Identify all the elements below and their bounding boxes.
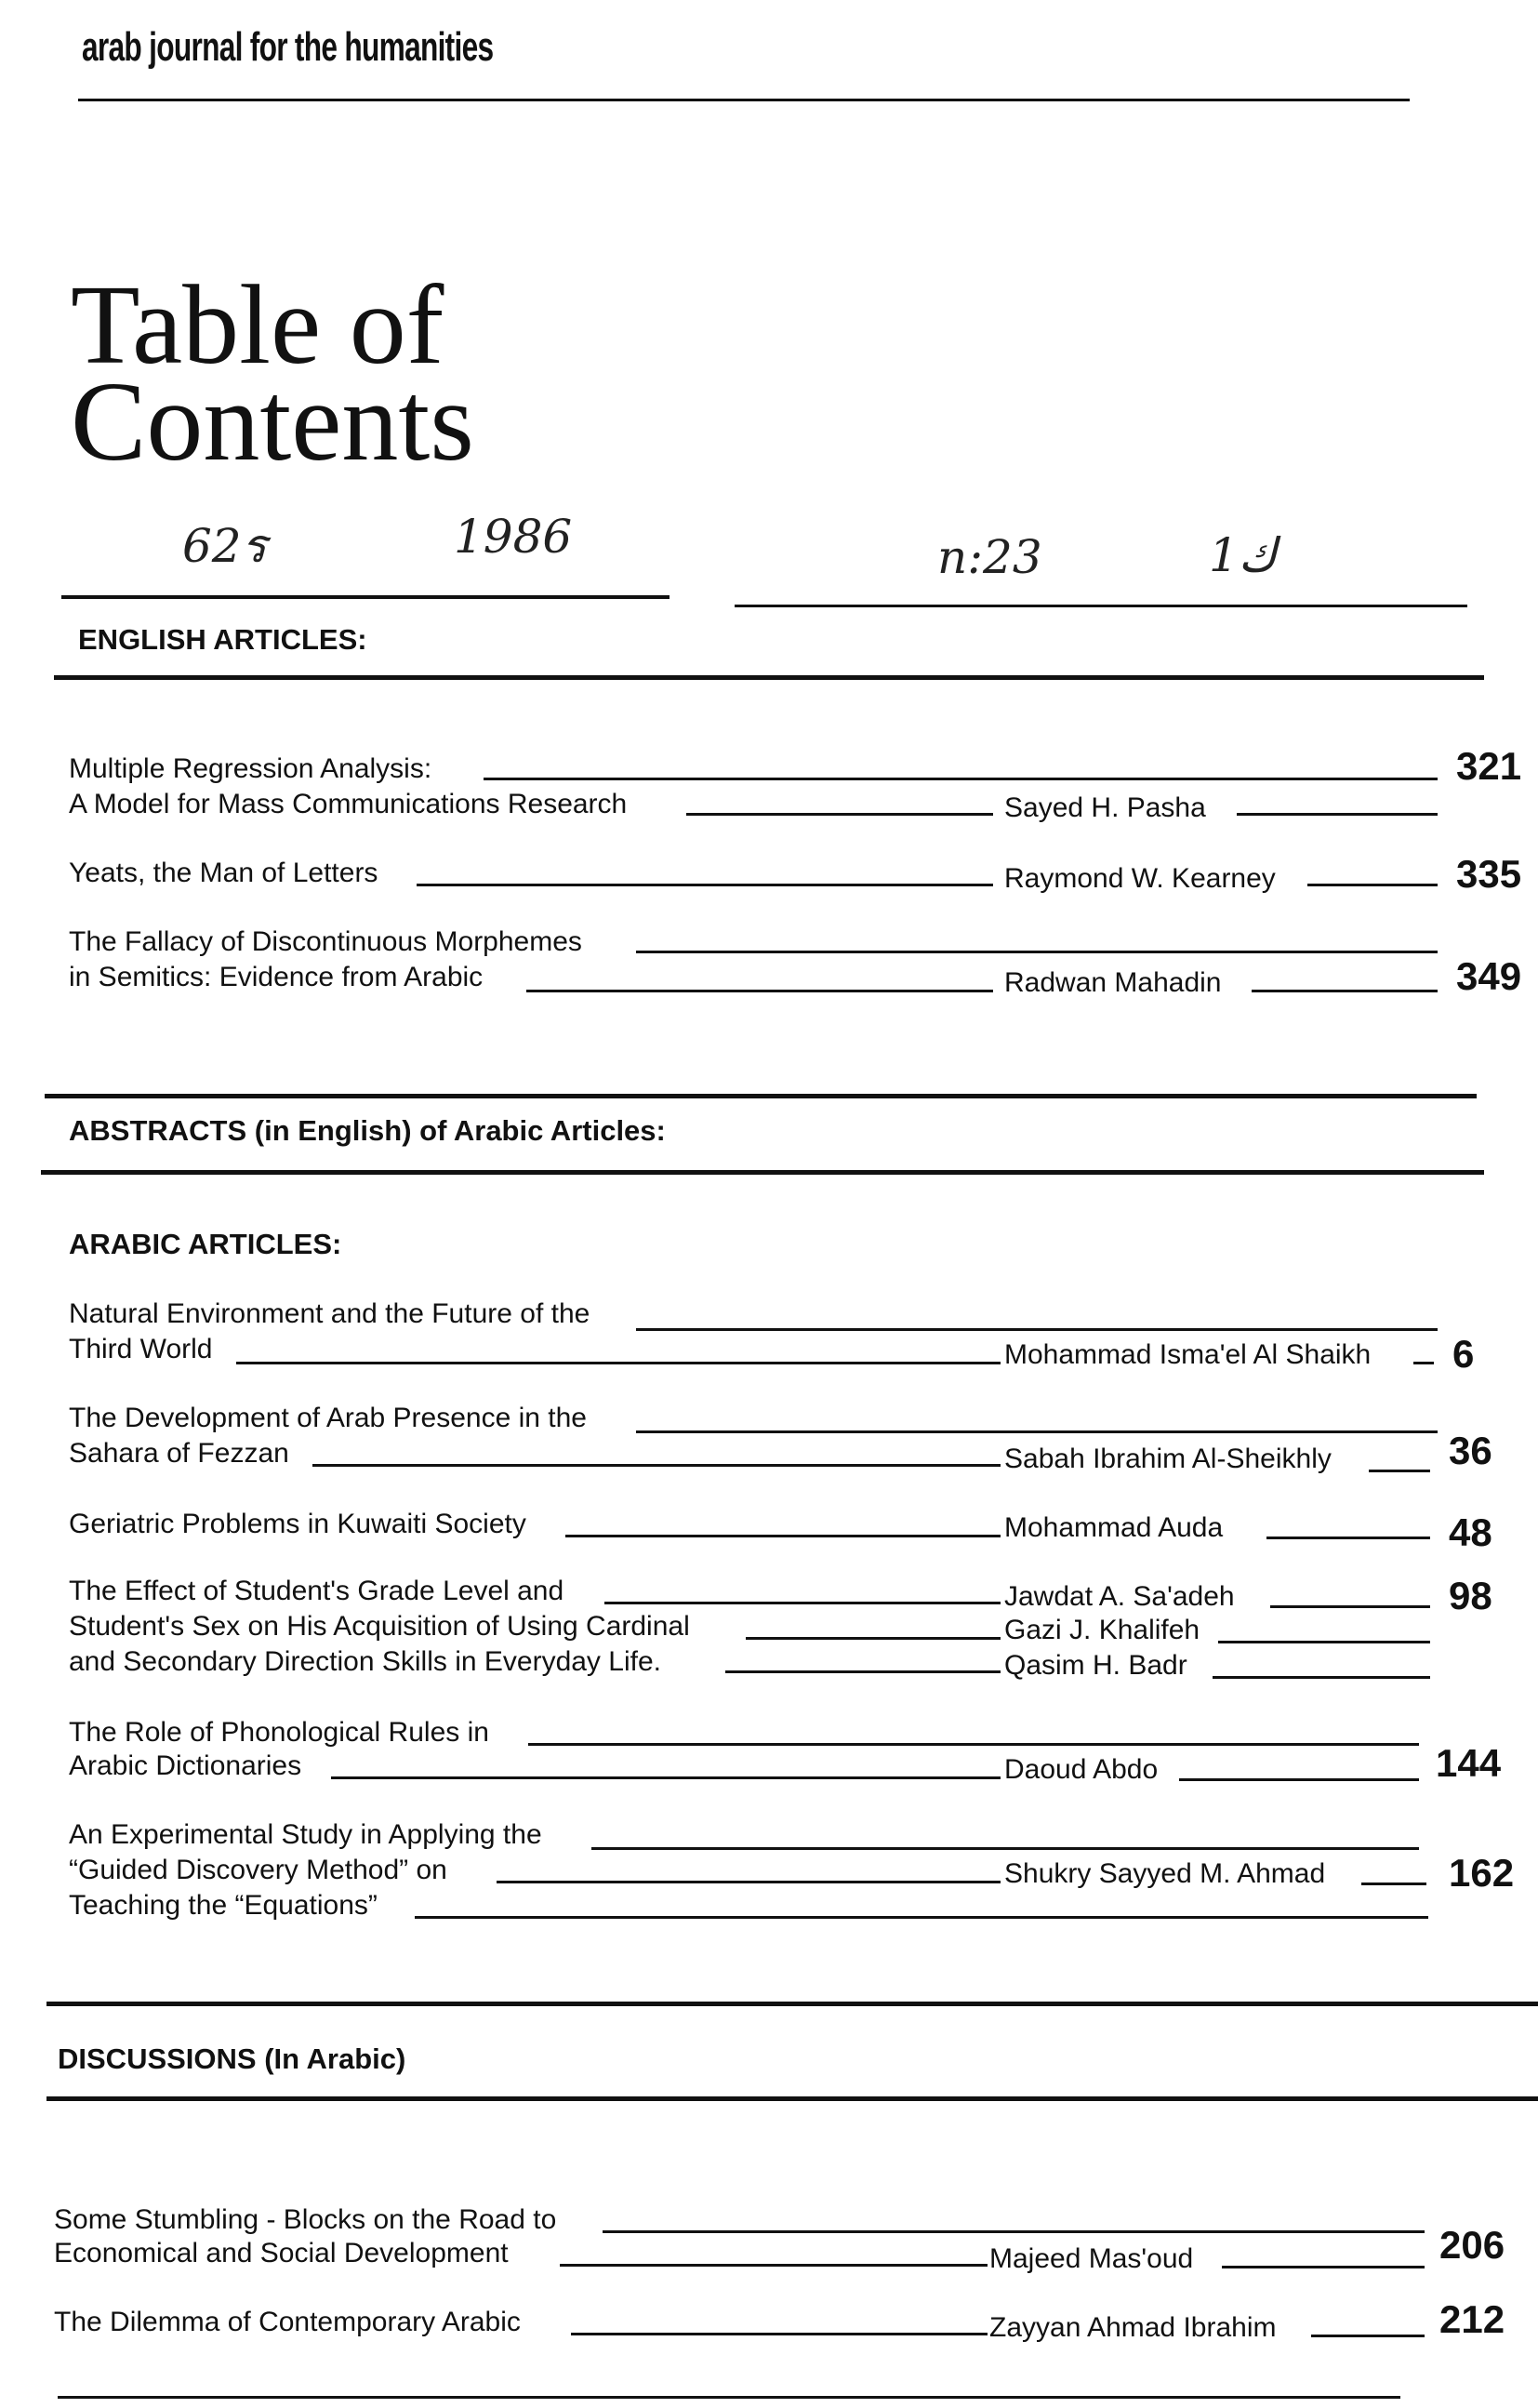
article-author: Qasim H. Badr <box>1004 1650 1187 1681</box>
header-rule <box>78 99 1410 101</box>
page-number: 349 <box>1456 954 1522 998</box>
leader-line <box>1252 990 1438 992</box>
article-author: Daoud Abdo <box>1004 1754 1159 1785</box>
title-line-2: Contents <box>71 359 474 485</box>
leader-line <box>1237 813 1438 816</box>
leader-line <box>1213 1676 1430 1679</box>
article-author: Radwan Mahadin <box>1004 967 1222 998</box>
article-author: Mohammad Auda <box>1004 1512 1224 1543</box>
discussions-rule-bottom <box>46 2096 1538 2101</box>
leader-line <box>725 1670 1001 1673</box>
article-title: Economical and Social Development <box>54 2238 509 2268</box>
article-author: Zayyan Ahmad Ibrahim <box>989 2312 1277 2343</box>
leader-line <box>591 1847 1419 1850</box>
leader-line <box>1413 1362 1434 1364</box>
article-title: in Semitics: Evidence from Arabic <box>69 962 484 992</box>
leader-line <box>1270 1605 1430 1608</box>
leader-line <box>1266 1537 1430 1539</box>
leader-line <box>528 1743 1419 1746</box>
leader-line <box>1222 2266 1425 2268</box>
leader-line <box>484 778 1438 780</box>
page-number: 36 <box>1449 1429 1492 1472</box>
article-author: Gazi J. Khalifeh <box>1004 1615 1200 1645</box>
leader-line <box>236 1362 1001 1364</box>
leader-line <box>1311 2335 1425 2337</box>
article-title: Arabic Dictionaries <box>69 1750 302 1781</box>
abstracts-rule-bottom <box>41 1170 1484 1175</box>
article-author: Mohammad Isma'el Al Shaikh <box>1004 1339 1372 1370</box>
handwritten-note-a: 62ร <box>182 519 267 573</box>
leader-line <box>636 1430 1438 1433</box>
leader-line <box>312 1464 1001 1467</box>
article-title: Third World <box>69 1334 213 1364</box>
article-title: Geriatric Problems in Kuwaiti Society <box>69 1509 526 1539</box>
footer-rule <box>58 2396 1400 2399</box>
page-number: 206 <box>1439 2223 1505 2267</box>
page-number: 48 <box>1449 1510 1492 1554</box>
article-title: The Dilemma of Contemporary Arabic <box>54 2307 521 2337</box>
leader-line <box>415 1916 1428 1919</box>
article-author: Jawdat A. Sa'adeh <box>1004 1581 1235 1612</box>
handwritten-note-b: 1986 <box>454 510 573 564</box>
article-title: and Secondary Direction Skills in Everyday Life. <box>69 1646 661 1677</box>
leader-line <box>565 1535 1001 1537</box>
article-title: Sahara of Fezzan <box>69 1438 289 1469</box>
leader-line <box>1307 884 1438 886</box>
page-number: 321 <box>1456 744 1522 788</box>
section-discussions: DISCUSSIONS (In Arabic) <box>58 2042 406 2075</box>
article-title: The Fallacy of Discontinuous Morphemes <box>69 926 582 957</box>
article-author: Raymond W. Kearney <box>1004 863 1276 894</box>
leader-line <box>686 813 993 816</box>
leader-line <box>1218 1641 1430 1643</box>
page-number: 98 <box>1449 1574 1492 1617</box>
leader-line <box>1369 1470 1430 1472</box>
article-title: Teaching the “Equations” <box>69 1890 378 1921</box>
title-rule-left <box>61 595 670 599</box>
article-title: Some Stumbling - Blocks on the Road to <box>54 2204 557 2235</box>
article-author: Majeed Mas'oud <box>989 2243 1194 2274</box>
title-rule-right <box>735 605 1467 607</box>
page-number: 335 <box>1456 852 1522 896</box>
article-title: “Guided Discovery Method” on <box>69 1855 447 1885</box>
leader-line <box>417 884 993 886</box>
section-arabic-articles: ARABIC ARTICLES: <box>69 1228 342 1260</box>
section-english-articles: ENGLISH ARTICLES: <box>78 623 367 656</box>
leader-line <box>604 1602 1001 1604</box>
leader-line <box>560 2264 988 2267</box>
leader-line <box>1361 1882 1426 1885</box>
page-number: 144 <box>1436 1741 1502 1785</box>
article-title: Multiple Regression Analysis: <box>69 753 432 784</box>
leader-line <box>497 1881 1001 1883</box>
page-number: 212 <box>1439 2297 1505 2341</box>
article-title: Yeats, the Man of Letters <box>69 858 378 888</box>
leader-line <box>746 1637 1001 1640</box>
page-number: 6 <box>1452 1332 1475 1376</box>
article-title: The Effect of Student's Grade Level and <box>69 1576 564 1606</box>
page-title <box>71 262 474 485</box>
discussions-rule-top <box>46 2002 1538 2006</box>
article-author: Sabah Ibrahim Al-Sheikhly <box>1004 1443 1332 1474</box>
leader-line <box>636 1328 1438 1331</box>
leader-line <box>1179 1778 1419 1781</box>
handwritten-note-c: n:23 <box>937 530 1042 584</box>
section-abstracts: ABSTRACTS (in English) of Arabic Articles: <box>69 1114 666 1147</box>
leader-line <box>526 990 993 992</box>
article-title: An Experimental Study in Applying the <box>69 1819 542 1850</box>
leader-line <box>603 2230 1425 2233</box>
page-number: 162 <box>1449 1851 1515 1895</box>
leader-line <box>331 1776 1001 1779</box>
article-title: Natural Environment and the Future of the <box>69 1298 590 1329</box>
journal-name: arab journal for the humanities <box>82 24 494 70</box>
article-title: The Role of Phonological Rules in <box>69 1717 489 1748</box>
handwritten-note-d: ك1 <box>1209 528 1278 582</box>
article-title: The Development of Arab Presence in the <box>69 1403 587 1433</box>
article-title: Student's Sex on His Acquisition of Using Cardinal <box>69 1611 690 1642</box>
leader-line <box>571 2333 988 2335</box>
article-author: Sayed H. Pasha <box>1004 792 1206 823</box>
leader-line <box>636 951 1438 953</box>
english-rule <box>54 675 1484 680</box>
article-title: A Model for Mass Communications Research <box>69 789 628 819</box>
abstracts-rule-top <box>45 1094 1477 1098</box>
article-author: Shukry Sayyed M. Ahmad <box>1004 1858 1326 1889</box>
title-line-1: Table of <box>71 262 444 388</box>
